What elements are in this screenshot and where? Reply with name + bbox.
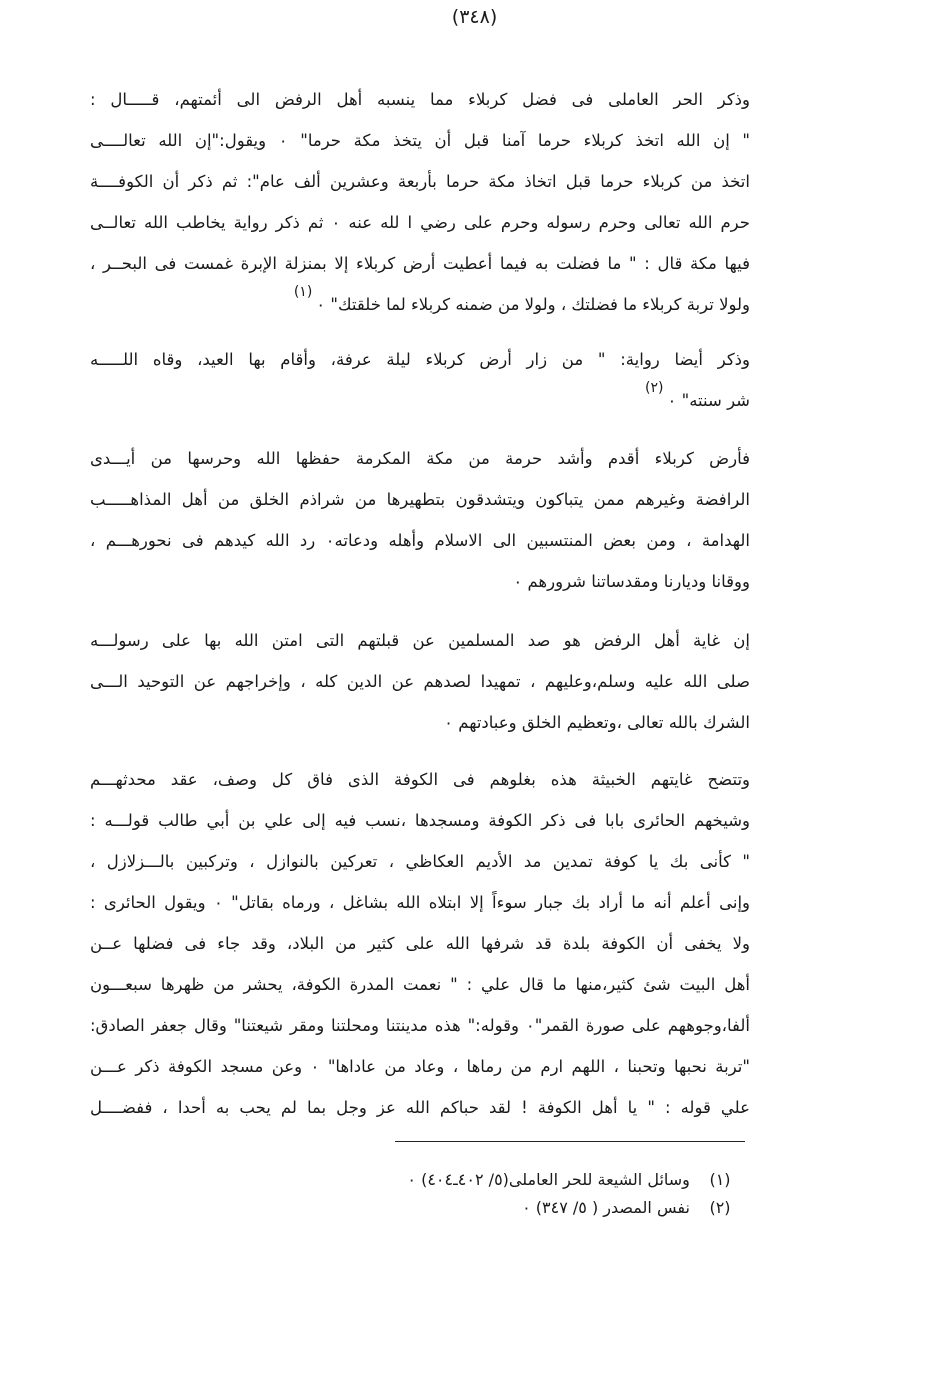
text-line: وذكر الحر العاملى فى فضل كربلاء مما ينسبه أهل الرفض الى أئمتهم، قـــــال : (90, 90, 750, 109)
text-line: " كأنى بك يا كوفة تمدين مد الأديم العكاظي ، تعركين بالنوازل ، وتركبين بالـــزلازل ، (90, 852, 750, 871)
text-line: الشرك بالله تعالى ،وتعظيم الخلق وعبادتهم ٠ (444, 713, 750, 732)
text-line (90, 380, 750, 421)
text-line: فأرض كربلاء أقدم وأشد حرمة من مكة المكرمة حفظها الله وحرسها من أيـــدى (90, 449, 750, 468)
footnote-2 (200, 1194, 745, 1222)
text-line: وتتضح غايتهم الخبيثة هذه بغلوهم فى الكوفة الذى فاق كل وصف، عقد محدثهـــم (90, 770, 750, 789)
footnote-text: وسائل الشيعة للحر العاملى(٥/ ٤٠٢ـ٤٠٤) ٠ (407, 1170, 690, 1189)
paragraph-1 (90, 79, 750, 325)
text-line: وذكر أيضا رواية: " من زار أرض كربلاء ليلة عرفة، وأقام بها العيد، وقاه اللـــــه (90, 350, 750, 369)
text-line: فيها مكة قال : " ما فضلت به فيما أعطيت أرض كربلاء إلا بمنزلة الإبرة غمست فى البحــر ، (90, 254, 750, 273)
line-text: شر سنته" ٠ (667, 391, 750, 410)
text-line: علي قوله : " يا أهل الكوفة ! لقد حباكم الله عز وجل بما لم يحب به أحدا ، ففضــــل (90, 1098, 750, 1117)
footnote-1 (200, 1166, 745, 1194)
text-line: صلى الله عليه وسلم،وعليهم ، تمهيدا لصدهم عن الدين كله ، وإخراجهم عن التوحيد الـــى (90, 672, 750, 691)
text-line: إن غاية أهل الرفض هو صد المسلمين عن قبلتهم التى امتن الله بها على رسولـــه (90, 631, 750, 650)
page-number: (٣٤٨) (451, 6, 498, 28)
text-line: حرم الله تعالى وحرم رسوله وحرم على رضي ا لله عنه ٠ ثم ذكر رواية يخاطب الله تعالــى (90, 213, 750, 232)
footnote-text: نفس المصدر ( ٥/ ٣٤٧) ٠ (522, 1198, 690, 1217)
text-line: ألفا،وجوههم على صورة القمر"٠ وقوله:" هذه مدينتنا ومحلتنا ومقر شيعتنا" وقال جعفر الصادق: (90, 1016, 750, 1035)
paragraph-3 (90, 438, 750, 602)
text-line: "تربة نحبها وتحبنا ، اللهم ارم من رماها ، وعاد من عاداها" ٠ وعن مسجد الكوفة ذكر عـــن (90, 1057, 750, 1076)
footnote-separator (395, 1141, 745, 1142)
text-line: الهدامة ، ومن بعض المنتسبين الى الاسلام وأهله ودعاته٠ رد الله كيدهم فى نحورهـــم ، (90, 531, 750, 550)
footnote-ref: (٢) (645, 380, 664, 396)
footnote-number: (١) (709, 1170, 731, 1189)
footnote-number: (٢) (709, 1198, 731, 1217)
line-text: ولولا تربة كربلاء ما فضلتك ، ولولا من ضمنه كربلاء لما خلقتك" ٠ (316, 295, 750, 314)
footnote-ref: (١) (293, 284, 313, 300)
text-line: ووقانا وديارنا ومقدساتنا شرورهم ٠ (513, 572, 750, 591)
text-line (90, 284, 750, 325)
text-line: وشيخهم الحائرى بابا فى ذكر الكوفة ومسجدها ،نسب فيه إلى علي بن أبي طالب قولـــه : (90, 811, 750, 830)
text-line: أهل البيت شئ كثير،منها ما قال علي : " نعمت المدرة الكوفة، يحشر من ظهرها سبعـــون (90, 975, 750, 994)
text-line: ولا يخفى أن الكوفة بلدة قد شرفها الله على كثير من البلاد، وقد جاء فى فضلها عــن (90, 934, 750, 953)
text-line: الرافضة وغيرهم ممن يتباكون ويتشدقون بتطهيرها من شراذم الخلق من أهل المذاهـــــب (90, 490, 750, 509)
paragraph-4 (90, 620, 750, 743)
text-line: " إن الله اتخذ كربلاء حرما آمنا قبل أن يتخذ مكة حرما" ٠ ويقول:"إن الله تعالــــى (90, 131, 750, 150)
paragraph-5 (90, 759, 750, 1128)
text-line: وإنى أعلم أنه ما أراد بك جبار سوءاً إلا ابتلاه الله بشاغل ، ورماه بقاتل" ٠ ويقول الحائرى : (90, 893, 750, 912)
paragraph-2 (90, 339, 750, 421)
text-line: اتخذ من كربلاء حرما قبل اتخاذ مكة حرما بأربعة وعشرين ألف عام": ثم ذكر أن الكوفــــة (90, 172, 750, 191)
